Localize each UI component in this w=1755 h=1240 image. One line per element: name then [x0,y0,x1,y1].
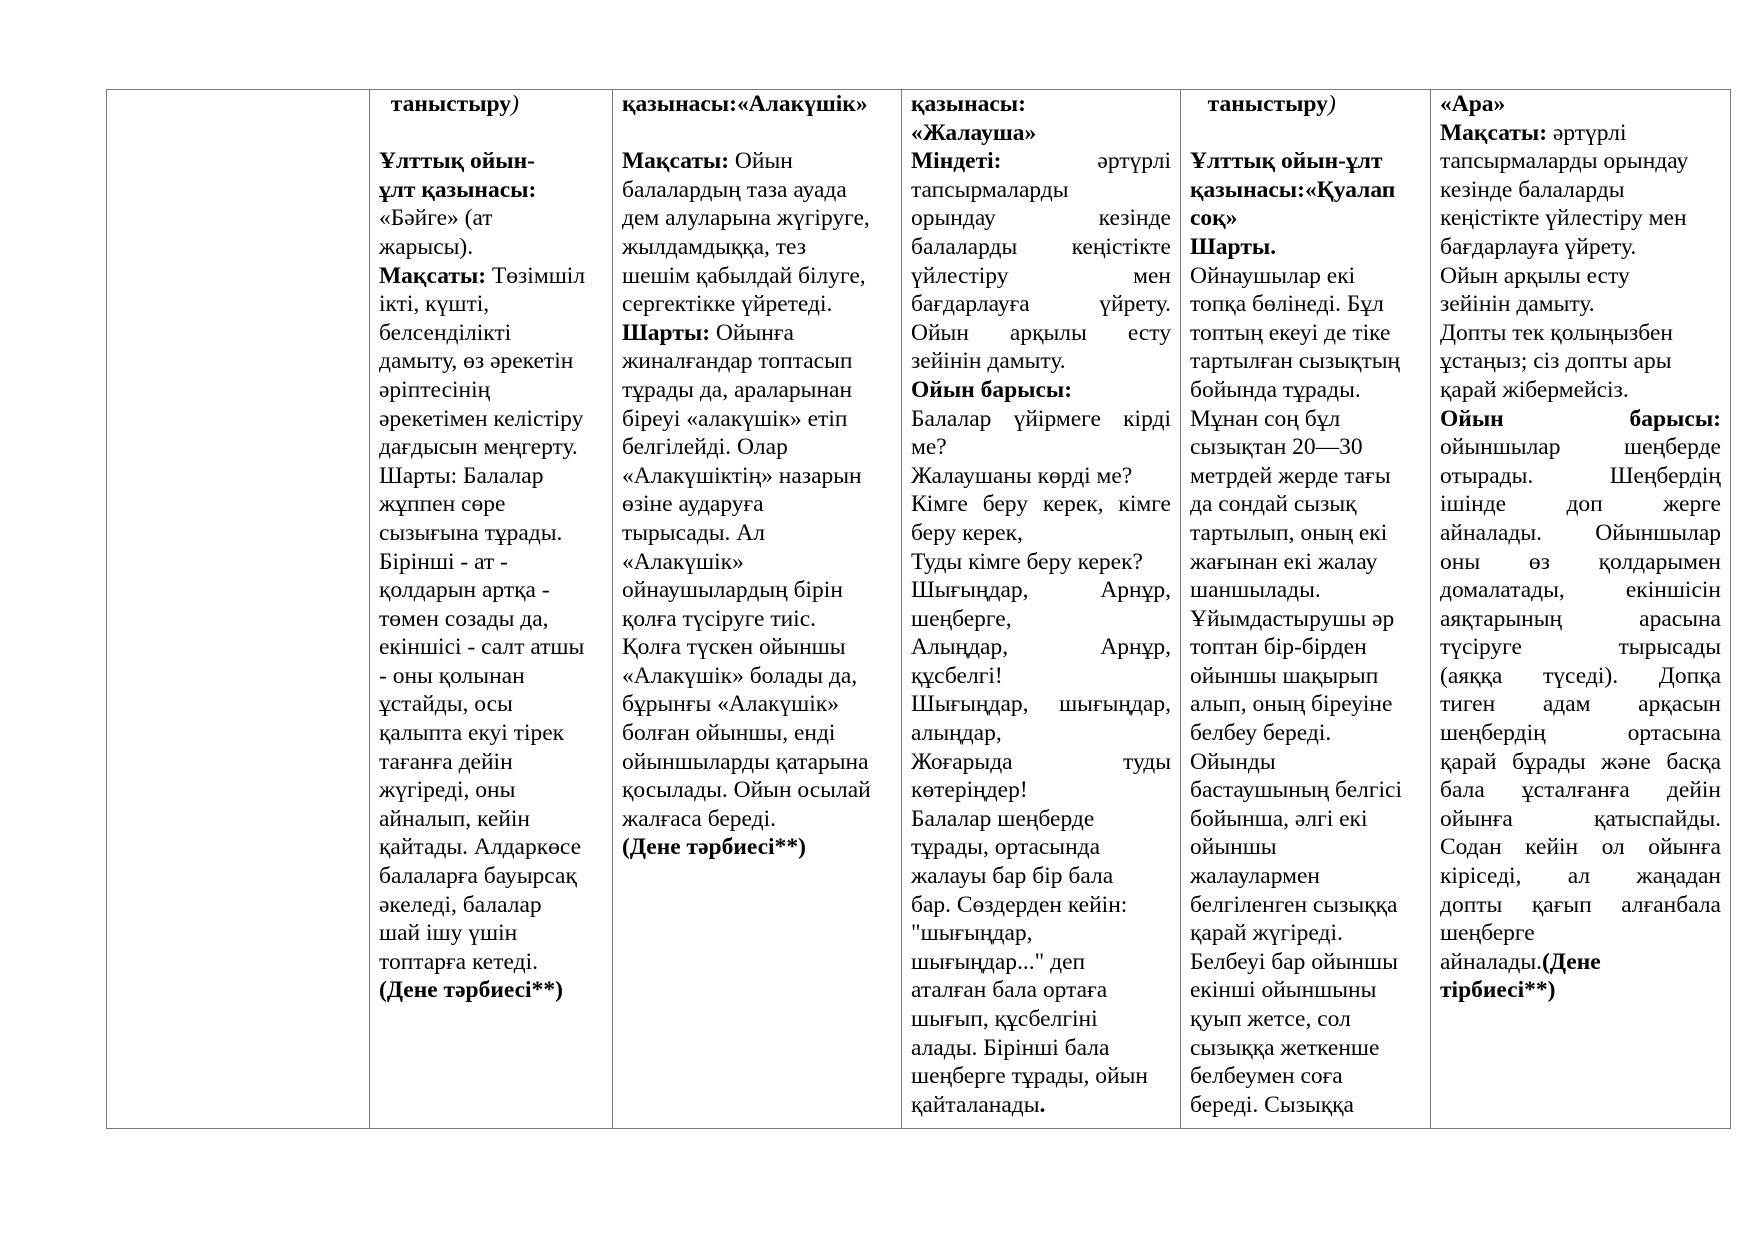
text-line: Ойынға [710,319,794,346]
text-line: Бірінші - ат - [379,548,508,575]
text-line: ішінде доп жерге [1440,491,1721,518]
text-line: допты қағып алғанбала [1440,891,1721,918]
text-line: - оны қолынан [379,662,525,689]
cell-ara-game [1431,90,1731,1129]
game-heading: «Ара» [1440,91,1506,117]
text-line: қарай бұрады және басқа [1440,748,1721,775]
cell-baige-game [370,90,613,1129]
text-line: Мұнан соң бұл [1190,405,1341,432]
text-line: Ойын арқылы есту [1440,262,1630,289]
subject-tag: тірбиесі**) [1440,977,1556,1004]
text-line: белсенділікті [379,319,512,346]
text-line: үйлестіру мен [911,262,1171,289]
text-line: екінші ойыншыны [1190,977,1377,1004]
text-line: қарай жібермейсіз. [1440,376,1629,403]
text-line: «Алакүшіктің» назарын [622,462,862,489]
goal-label: Мақсаты: [379,262,487,289]
text-line: белбеумен соға [1190,1063,1343,1090]
text-line: жалаулармен [1190,863,1320,890]
text-line: Қолға түскен ойыншы [622,634,846,661]
text-line: топтарға кетеді. [379,948,538,975]
text-line: біреуі «алакүшік» етіп [622,405,848,432]
text-line: Допты тек қолыңызбен [1440,319,1673,346]
text-line: шешім қабылдай білуге, [622,262,866,289]
text-line: ойнаушылардың бірін [622,577,843,604]
text-line: Төзімшіл [486,262,586,289]
text-line: айналады. [1440,948,1542,975]
text-line: «Алакүшік» болады да, [622,662,858,689]
text-line: қалыпта екуі тірек [379,720,565,747]
text-line: Ойынды [1190,748,1276,775]
text-line: Алыңдар, Арнұр, [911,634,1171,661]
game-heading: қазынасы: [911,91,1026,117]
text-line: ұстайды, осы [379,691,513,718]
text-line: беру керек, [911,519,1023,546]
text-line: топтан бір-бірден [1190,634,1367,661]
text-line: алады. Бірінші бала [911,1034,1110,1061]
text-line: таныстыру [390,91,512,117]
text-line: бағдарлауға үйрету. [911,291,1171,318]
text-line: шаншылады. [1190,577,1321,604]
text-line: зейінін дамыту. [911,348,1066,375]
text-line: тапсырмаларды [911,176,1069,203]
game-heading: «Жалауша» [911,119,1037,146]
text-line: шеңбердің ортасына [1440,720,1721,747]
goal-label: Мақсаты: [1440,119,1548,146]
text-line: қайтады. Алдаркөсе [379,834,582,861]
text-line: Шығыңдар, Арнұр, [911,577,1171,604]
table-row [107,90,1731,1129]
text-line: шеңберге тұрады, ойын [911,1063,1148,1090]
text-line: қолға түсіруге тиіс. [622,605,817,632]
text-line: жұппен сөре [379,491,506,518]
text-line: бойынша, әлгі екі [1190,805,1368,832]
text-line: ) [1327,91,1336,117]
text-line: да сондай сызық [1190,491,1357,518]
text-line: тапсырмаларды орындау [1440,148,1689,175]
text-line: Ұйымдастырушы әр [1190,605,1395,632]
text-line: айналып, кейін [379,805,531,832]
text-line: көтеріңдер! [911,777,1028,804]
text-line: Ойын [729,148,793,175]
text-line: тағанға дейін [379,748,513,775]
text-line: дем алуларына жүгіруге, [622,205,870,232]
text-line: әрекетімен келістіру [379,405,584,432]
text-line: өзіне аударуға [622,491,764,518]
text-line: оны өз қолдарымен [1440,548,1721,575]
text-line: кіріседі, ал жаңадан [1440,863,1721,890]
empty-first-column-cell [107,90,370,1129]
text-line: бойында тұрады. [1190,376,1361,403]
text-line: төмен созады да, [379,605,549,632]
text-line: болған ойыншы, енді [622,720,836,747]
text-line: бала ұсталғанға дейін [1440,777,1721,804]
text-line: береді. Сызыққа [1190,1091,1354,1118]
activity-plan-table [106,89,1731,1129]
text-line: жиналғандар топтасып [622,348,853,375]
text-line: Жалаушаны көрді ме? [911,462,1133,489]
cell-kualap-sok-game [1181,90,1431,1129]
text-line: белбеу береді. [1190,720,1332,747]
text-line: шеңберге [1440,920,1535,947]
text-line: ойыншылар шеңберде [1440,434,1721,461]
text-line: орындау кезінде [911,205,1171,232]
text-line: ойыншыларды қатарына [622,748,869,775]
text-line: белгіленген сызыққа [1190,891,1398,918]
text-line: тұрады да, араларынан [622,376,853,403]
subject-tag: (Дене тәрбиесі**) [379,977,563,1004]
text-line: ойыншы шақырып [1190,662,1379,689]
text-line: домалатады, екіншісін [1440,577,1721,604]
text-line: екіншісі - салт атшы [379,634,585,661]
text-line: қосылады. Ойын осылай [622,777,871,804]
text-line: сызығына тұрады. [379,519,563,546]
text-line: ме? [911,434,947,461]
text-line: (аяққа түседі). Допқа [1440,662,1721,689]
text-line: жағынан екі жалау [1190,548,1378,575]
text-line: шеңберге, [911,605,1012,632]
text-line: сызыққа жеткенше [1190,1034,1380,1061]
text-line: түсіруге тырысады [1440,634,1721,661]
text-line: отырады. Шеңбердің [1440,462,1721,489]
text-line: «Алакүшік» [622,548,744,575]
text-line: Шығыңдар, шығыңдар, [911,691,1171,718]
text-line: дамыту, өз әрекетін [379,348,574,375]
text-line: кезінде балаларды [1440,176,1625,203]
text-line: жалауы бар бір бала [911,863,1114,890]
text-line: әріптесінің [379,376,491,403]
text-line: топтың екеуі де тіке [1190,319,1391,346]
text-line: жалғаса береді. [622,805,777,832]
text-line: балаларды кеңістікте [911,233,1171,260]
subject-tag: (Дене тәрбиесі**) [622,834,806,861]
text-line: әртүрлі [1547,119,1627,146]
text-line: Балалар үйірмеге кірді [911,405,1171,432]
text-line: бағдарлауға үйрету. [1440,233,1637,260]
text-line: аталған бала ортаға [911,977,1108,1004]
text-line: қайталанады [911,1091,1040,1118]
text-line: бұрынғы «Алакүшік» [622,691,839,718]
text-line: шай ішу үшін [379,920,518,947]
text-line: Шарты: Балалар [379,462,544,489]
cell-zhalausha-game [902,90,1181,1129]
text-line: ұстаңыз; сіз допты ары [1440,348,1672,375]
text-line: тырысады. Ал [622,519,765,546]
text-line: ойынға қатыспайды. [1440,805,1721,832]
text-line: тартылған сызықтың [1190,348,1401,375]
text-line: балалардың таза ауада [622,176,847,203]
game-heading: ұлт қазынасы: [379,176,537,203]
game-process-label: Ойын барысы: [1440,405,1721,432]
text-line: дағдысын меңгерту. [379,434,578,461]
text-line: әртүрлі [1001,148,1171,175]
text-line: қуып жетсе, сол [1190,1006,1351,1032]
goal-label: Мақсаты: [622,148,730,175]
text-line: ) [511,91,519,117]
text-line: жүгіреді, оны [379,777,516,804]
text-line: алыңдар, [911,720,1002,747]
text-line: әкеледі, балалар [379,891,542,918]
text-line: ікті, күшті, [379,291,490,318]
text-line: Туды кімге беру керек? [911,548,1143,575]
text-line: алып, оның біреуіне [1190,691,1393,718]
text-line: «Бәйге» (ат [379,205,493,232]
text-line: қолдарын артқа - [379,577,550,604]
text-line: зейінін дамыту. [1440,291,1595,318]
text-line: Ойын арқылы есту [911,319,1171,346]
text-line: сызықтан 20—30 [1190,434,1363,461]
text-line: шығыңдар..." деп [911,948,1086,975]
text-line: айналады. Ойыншылар [1440,519,1721,546]
text-line: Кімге беру керек, кімге [911,491,1171,518]
text-line: шығып, құсбелгіні [911,1006,1098,1032]
text-line: Жоғарыда туды [911,748,1171,775]
text-line: кеңістікте үйлестіру мен [1440,205,1687,232]
game-heading: қазынасы:«Қуалап [1190,176,1396,203]
rules-label: Шарты. [1190,233,1277,260]
text-line: метрдей жерде тағы [1190,462,1391,489]
game-heading: Ұлттық ойын-ұлт [1190,148,1383,175]
cell-alakushik-game [613,90,902,1129]
rules-label: Шарты: [622,319,711,346]
text-line: қарай жүгіреді. [1190,920,1343,947]
text-line: ойыншы [1190,834,1277,861]
subject-tag: (Дене [1542,948,1601,975]
text-line: таныстыру [1201,91,1328,117]
text-line: тұрады, ортасында [911,834,1101,861]
game-heading: Ұлттық ойын- [379,148,536,175]
text-line: тиген адам арқасын [1440,691,1721,718]
game-heading: соқ» [1190,205,1238,232]
text-line: "шығыңдар, [911,920,1033,947]
game-heading: қазынасы:«Алакүшік» [622,91,868,117]
text-line: құсбелгі! [911,662,1003,689]
text-line: балаларға бауырсақ [379,863,577,890]
text-line: сергектікке үйретеді. [622,291,833,318]
text-line: топқа бөлінеді. Бұл [1190,291,1384,318]
text-line: тартылып, оның екі [1190,519,1388,546]
text-line: Балалар шеңберде [911,805,1095,832]
game-process-label: Ойын барысы: [911,376,1073,403]
text-line: жарысы). [379,233,474,260]
task-label: Міндеті: [911,148,1002,175]
text-line: Ойнаушылар екі [1190,262,1356,289]
text-line: жылдамдыққа, тез [622,233,807,260]
text-line: . [1039,1091,1046,1118]
text-line: аяқтарының арасына [1440,605,1721,632]
text-line: бастаушының белгісі [1190,777,1402,804]
text-line: Белбеуі бар ойыншы [1190,948,1398,975]
text-line: Содан кейін ол ойынға [1440,834,1721,861]
text-line: бар. Сөздерден кейін: [911,891,1128,918]
text-line: белгілейді. Олар [622,434,788,461]
